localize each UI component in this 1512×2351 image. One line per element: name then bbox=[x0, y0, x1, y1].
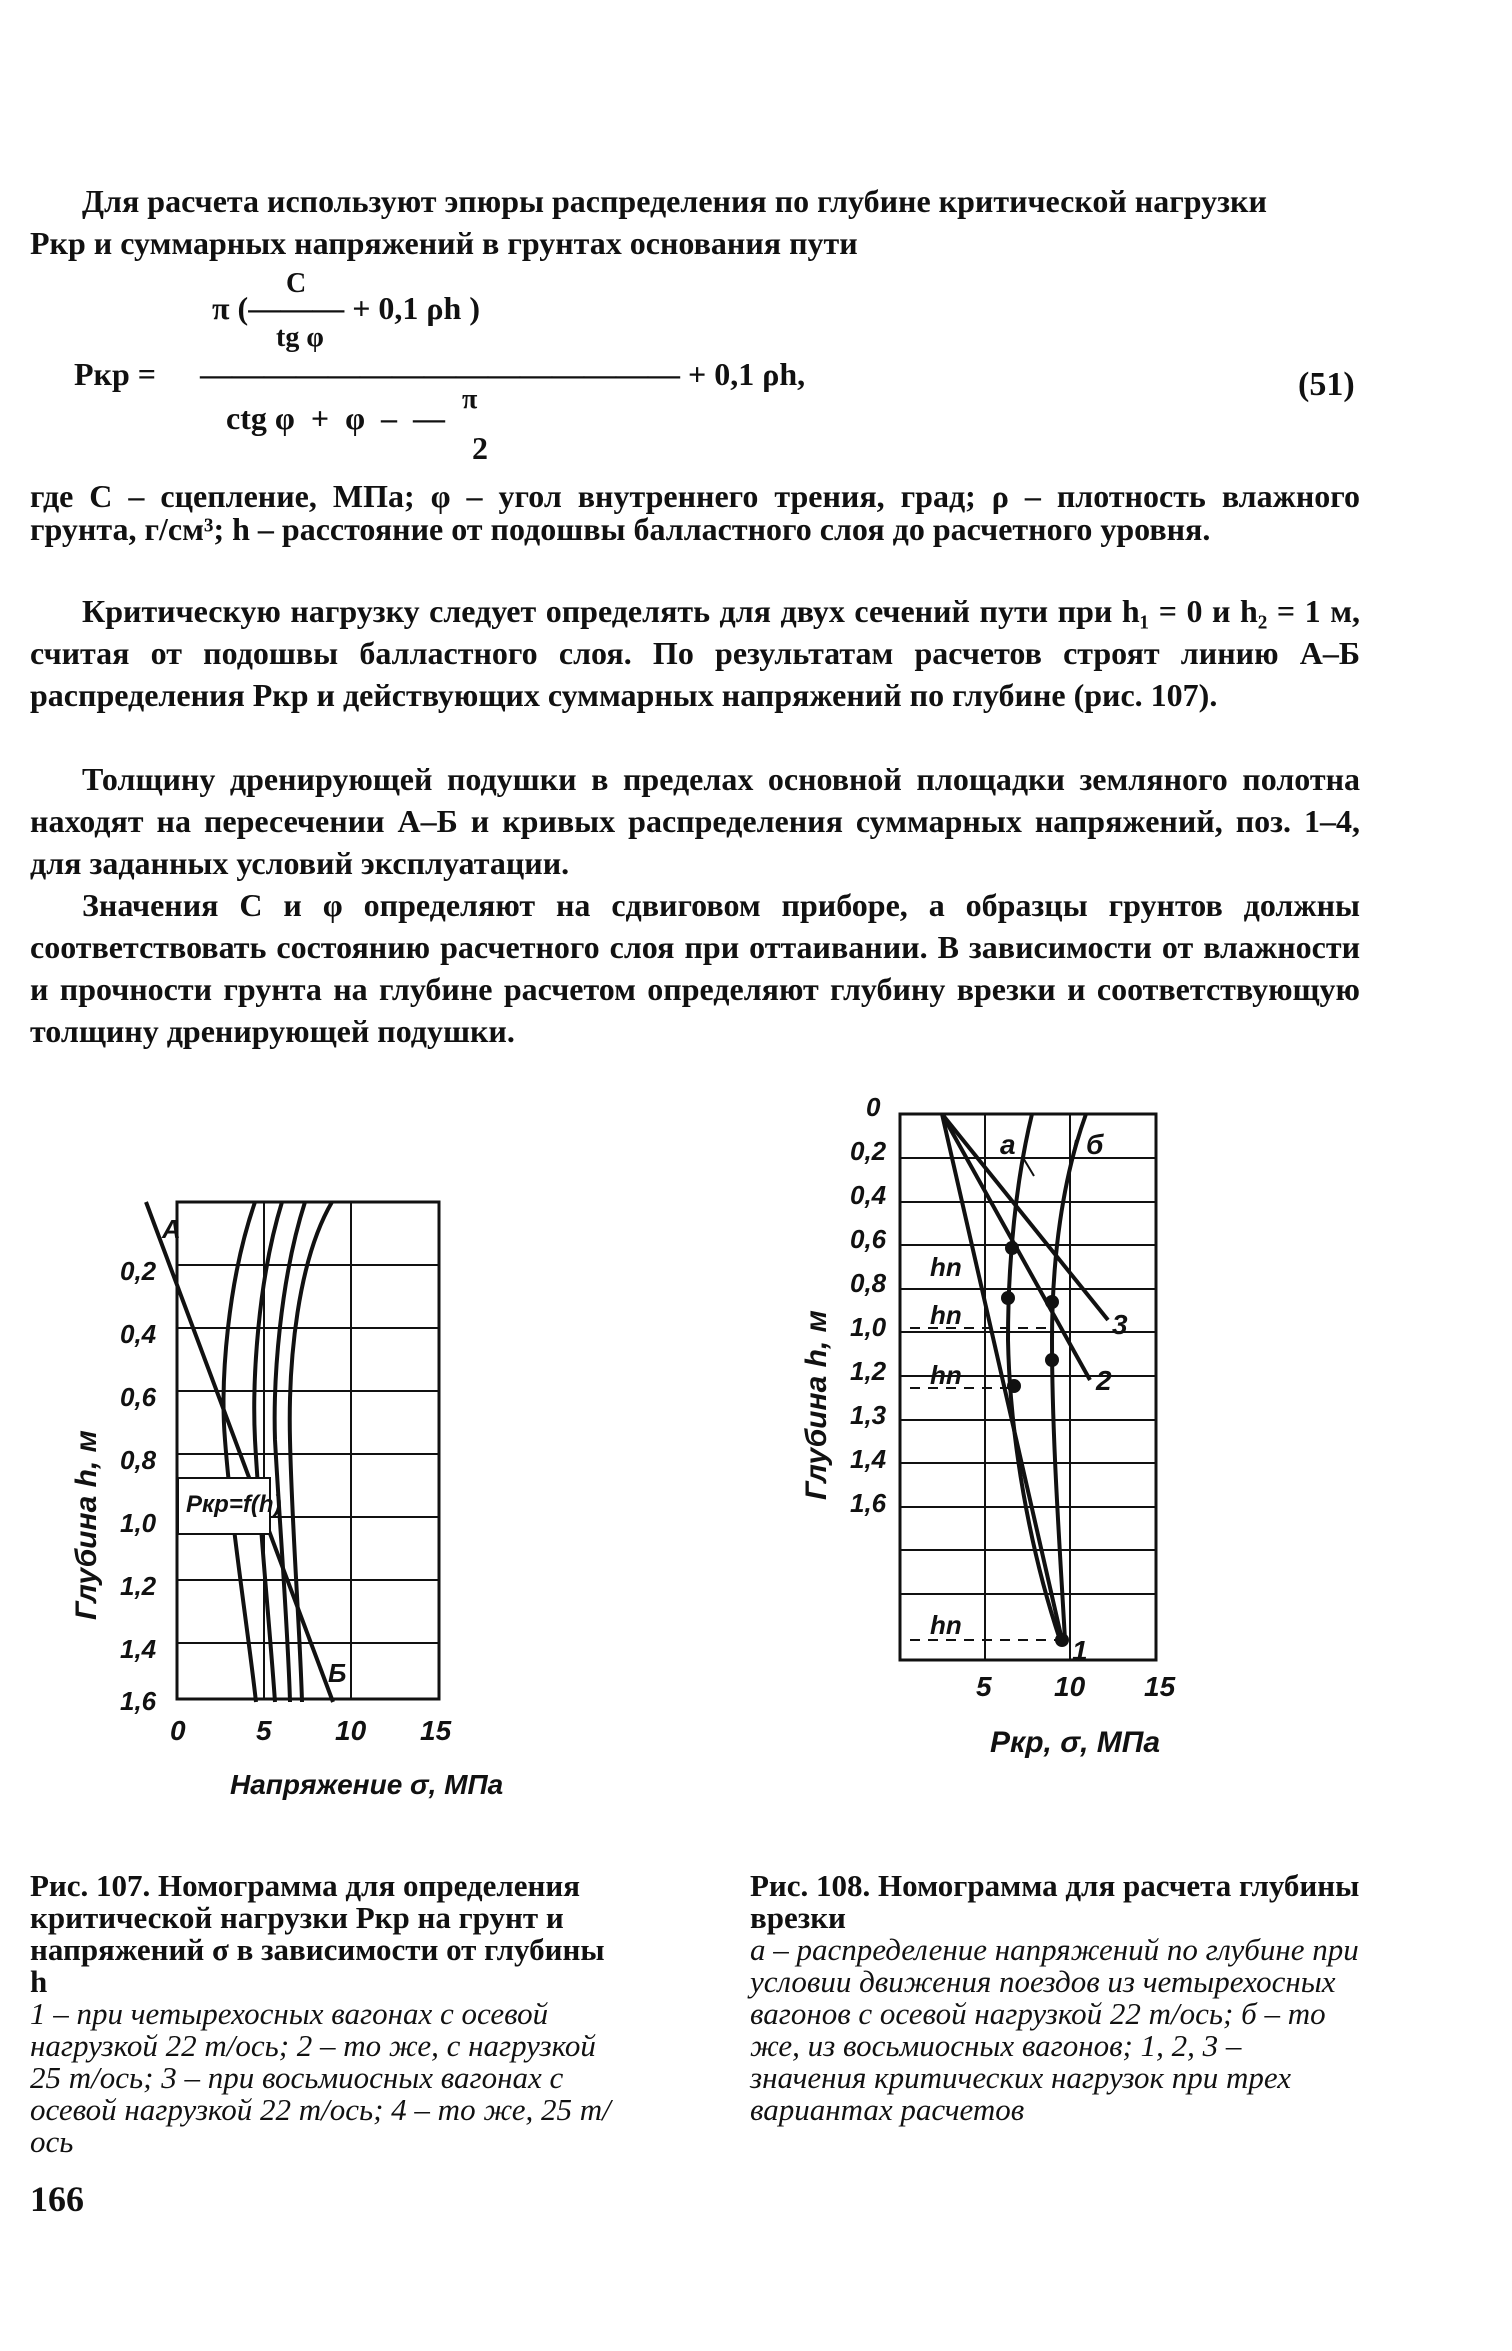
intro-line-1: Для расчета используют эпюры распределения по глубине критической нагрузки bbox=[82, 183, 1267, 219]
intersection-point bbox=[1001, 1291, 1015, 1305]
hn-label: hn bbox=[930, 1252, 962, 1282]
fig107-label-func: Pкр=f(h) bbox=[186, 1491, 282, 1518]
hn-label: hn bbox=[930, 1610, 962, 1640]
intro-paragraph bbox=[30, 180, 1360, 264]
y-tick-label: 1,0 bbox=[120, 1508, 157, 1538]
curve-label-3: 3 bbox=[1112, 1309, 1128, 1340]
formula-two: 2 bbox=[472, 430, 488, 466]
intro-line-2: Pкр и суммарных напряжений в грунтах основания пути bbox=[30, 225, 858, 261]
y-tick-label: 1,4 bbox=[850, 1444, 887, 1474]
y-tick-label: 0,6 bbox=[850, 1224, 887, 1254]
curve-4 bbox=[290, 1202, 332, 1702]
paragraph-4-text: Значения C и φ определяют на сдвиговом приборе, а образцы грунтов должны соответствовать состоянию расчетного слоя при оттаивании. В зависимости от влажности и прочности грунта на глубине расчетом определяют глубину врезки и соответствующую толщину дренирующей подушки. bbox=[30, 887, 1360, 1049]
formula-numerator: π (——— + 0,1 ρh ) bbox=[212, 290, 480, 326]
fig108-label-a: а bbox=[1000, 1129, 1016, 1160]
hn-label: hn bbox=[930, 1300, 962, 1330]
figure-108 bbox=[790, 1080, 1350, 1840]
y-tick-label: 0,6 bbox=[120, 1382, 157, 1412]
formula-fraction-bar: ——————————————— + 0,1 ρh, bbox=[200, 356, 806, 392]
equation-number: (51) bbox=[1298, 366, 1355, 403]
paragraph-2-text: Критическую нагрузку следует определять для двух сечений пути при h₁ = 0 и h₂ = 1 м, считая от подошвы балластного слоя. По результатам расчетов строят линию А–Б распределения Pкр и действующих суммарных напряжений по глубине (рис. 107). bbox=[30, 593, 1360, 713]
fig108-caption-items: а – распределение напряжений по глубине при условии движения поездов из четырехосных вагонов с осевой нагрузкой 22 т/ось; б – то же, из восьмиосных вагонов; 1, 2, 3 – значения критических нагрузок при трех вариантах расчетов bbox=[750, 1932, 1359, 2127]
where-text: где C – сцепление, МПа; φ – угол внутреннего трения, град; ρ – плотность влажного грунта, г/см³; h – расстояние от подошвы балластного слоя до расчетного уровня. bbox=[30, 478, 1360, 547]
hn-label: hn bbox=[930, 1360, 962, 1390]
x-tick-label: 15 bbox=[420, 1715, 452, 1746]
x-tick-label: 0 bbox=[170, 1715, 186, 1746]
x-tick-label: 5 bbox=[256, 1715, 272, 1746]
curve-label-2: 2 bbox=[1096, 1365, 1112, 1396]
figure-107-caption bbox=[30, 1870, 620, 2158]
fig107-y-axis-label: Глубина h, м bbox=[70, 1430, 103, 1620]
body-paragraph-3 bbox=[30, 758, 1360, 884]
y-tick-label: 1,4 bbox=[120, 1634, 157, 1664]
y-tick-label: 0,4 bbox=[120, 1319, 157, 1349]
fig107-label-a: А bbox=[162, 1214, 181, 1244]
fig107-x-ticks bbox=[170, 1715, 452, 1746]
fig108-caption-title: Рис. 108. Номограмма для расчета глубины врезки bbox=[750, 1868, 1360, 1935]
x-tick-label: 15 bbox=[1144, 1671, 1176, 1702]
y-tick-label: 1,0 bbox=[850, 1312, 887, 1342]
formula-tg: tg φ bbox=[276, 322, 324, 353]
intersection-point bbox=[1045, 1295, 1059, 1309]
fig107-label-b: Б bbox=[328, 1658, 347, 1688]
y-tick-label: 1,2 bbox=[120, 1571, 157, 1601]
formula-denominator: ctg φ + φ – — bbox=[226, 400, 446, 436]
intersection-point bbox=[1007, 1379, 1021, 1393]
fig107-caption-items: 1 – при четырехосных вагонах с осевой нагрузкой 22 т/ось; 2 – то же, с нагрузкой 25 т/ось; 3 – при восьмиосных вагонах с осевой нагрузкой 22 т/ось; 4 – то же, 25 т/ось bbox=[30, 1996, 611, 2159]
paragraph-3-text: Толщину дренирующей подушки в пределах основной площадки земляного полотна находят на пересечении А–Б и кривых распределения суммарных напряжений, поз. 1–4, для заданных условий эксплуатации. bbox=[30, 761, 1360, 881]
intersection-point bbox=[1005, 1241, 1019, 1255]
curve-label-1: 1 bbox=[1072, 1635, 1088, 1666]
formula-c: C bbox=[286, 268, 307, 299]
formula-pi: π bbox=[462, 384, 478, 415]
y-tick-label: 1,6 bbox=[850, 1488, 887, 1518]
y-tick-label: 0,2 bbox=[850, 1136, 887, 1166]
y-tick-label: 0,8 bbox=[120, 1445, 157, 1475]
x-tick-label: 5 bbox=[976, 1671, 992, 1702]
fig107-y-ticks bbox=[120, 1256, 157, 1716]
y-tick-label: 0,4 bbox=[850, 1180, 887, 1210]
figure-107 bbox=[60, 1180, 600, 1840]
fig108-label-b: б bbox=[1086, 1129, 1104, 1160]
intersection-point bbox=[1045, 1353, 1059, 1367]
fig108-y-axis-label: Глубина h, м bbox=[800, 1310, 833, 1500]
body-paragraph-2 bbox=[30, 590, 1360, 716]
body-paragraph-4 bbox=[30, 884, 1360, 1052]
fig107-plot-frame bbox=[177, 1202, 439, 1699]
fig108-x-ticks bbox=[976, 1671, 1176, 1702]
fig107-x-axis-label: Напряжение σ, МПа bbox=[230, 1769, 504, 1800]
fig108-x-axis-label: Pкр, σ, МПа bbox=[990, 1726, 1161, 1759]
formula-lhs: Pкр = bbox=[74, 356, 157, 392]
y-tick-label: 1,2 bbox=[850, 1356, 887, 1386]
fig107-caption-title: Рис. 107. Номограмма для определения критической нагрузки Pкр на грунт и напряжений σ в зависимости от глубины h bbox=[30, 1868, 605, 1999]
x-tick-label: 10 bbox=[335, 1715, 367, 1746]
page-number: 166 bbox=[30, 2179, 84, 2219]
x-tick-label: 10 bbox=[1054, 1671, 1086, 1702]
y-tick-label: 0,8 bbox=[850, 1268, 887, 1298]
fig108-y-ticks bbox=[850, 1092, 887, 1518]
y-tick-label: 0,2 bbox=[120, 1256, 157, 1286]
figure-108-caption bbox=[750, 1870, 1360, 2126]
y-tick-label: 0 bbox=[866, 1092, 881, 1122]
curve-2 bbox=[254, 1202, 282, 1702]
y-tick-label: 1,3 bbox=[850, 1400, 887, 1430]
where-paragraph bbox=[30, 480, 1360, 546]
y-tick-label: 1,6 bbox=[120, 1686, 157, 1716]
intersection-point bbox=[1055, 1633, 1069, 1647]
